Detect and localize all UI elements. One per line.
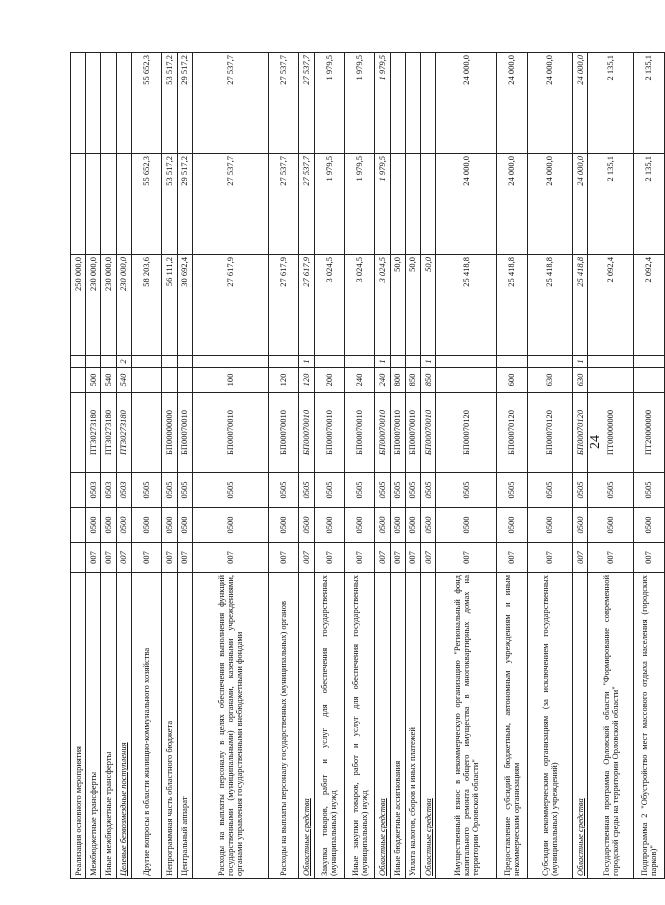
cell-sum-1: 50,0: [421, 255, 436, 356]
cell-sum-1: 25 418,8: [527, 255, 573, 356]
cell-cs: БП00070010: [405, 393, 420, 473]
row-name: Подпрограмма 2 "Обустройство мест массового отдыха населения (городских парков)": [634, 573, 664, 879]
cell-sum-2: 1 979,5: [375, 154, 390, 255]
cell-sum-1: 50,0: [390, 255, 405, 356]
cell-vid: [101, 356, 116, 368]
cell-gr: 007: [634, 543, 664, 573]
cell-vr: [634, 368, 664, 393]
cell-vr: [177, 368, 192, 393]
cell-sum-1: 50,0: [405, 255, 420, 356]
cell-gr: 007: [314, 543, 344, 573]
cell-rz: [71, 508, 86, 543]
cell-vid: [177, 356, 192, 368]
row-name: Имущественный взнос в некоммерческую организацию "Региональный фонд капитального ремонта общего имущества в многоквартирных домах на территории Орловской области": [436, 573, 497, 879]
cell-sum-3: [116, 53, 131, 154]
page-number: 24: [588, 435, 603, 449]
cell-vid: [344, 356, 374, 368]
table-row: [527, 53, 573, 879]
cell-vr: 240: [375, 368, 390, 393]
table-body: [71, 53, 665, 879]
cell-rz: 0500: [497, 508, 527, 543]
cell-pr: 0505: [299, 473, 314, 508]
cell-sum-2: 2 135,1: [588, 154, 634, 255]
cell-cs: [131, 393, 161, 473]
cell-gr: 007: [86, 543, 101, 573]
cell-cs: ПТ30273180: [86, 393, 101, 473]
cell-gr: 007: [375, 543, 390, 573]
cell-rz: 0500: [314, 508, 344, 543]
cell-sum-3: 1 979,5: [344, 53, 374, 154]
table-row: [573, 53, 588, 879]
cell-gr: 007: [162, 543, 177, 573]
cell-vr: 200: [314, 368, 344, 393]
cell-pr: 0505: [162, 473, 177, 508]
row-name: Расходы на выплаты персоналу в целях обеспечения выполнения функций государственными (муниципальными) органами, казенными учреждениями, органами управления государственными внебюджетными фондами: [192, 573, 268, 879]
cell-sum-3: [71, 53, 86, 154]
cell-sum-3: 29 517,2: [177, 53, 192, 154]
cell-sum-1: 250 000,0: [71, 255, 86, 356]
cell-sum-3: 1 979,5: [314, 53, 344, 154]
cell-pr: 0505: [573, 473, 588, 508]
cell-sum-2: 27 537,7: [192, 154, 268, 255]
cell-sum-1: 25 418,8: [573, 255, 588, 356]
cell-sum-2: 24 000,0: [527, 154, 573, 255]
cell-sum-2: [405, 154, 420, 255]
cell-gr: 007: [497, 543, 527, 573]
cell-sum-3: 24 000,0: [497, 53, 527, 154]
row-name: Субсидии некоммерческим организациям (за исключением государственных (муниципальных) учреждений): [527, 573, 573, 879]
cell-vr: 850: [421, 368, 436, 393]
cell-vid: [588, 356, 634, 368]
table-row: [86, 53, 101, 879]
table-row: [436, 53, 497, 879]
cell-gr: 007: [268, 543, 298, 573]
cell-pr: 0505: [436, 473, 497, 508]
cell-sum-1: 56 111,2: [162, 255, 177, 356]
cell-vid: 1: [299, 356, 314, 368]
cell-vid: [131, 356, 161, 368]
cell-sum-2: [421, 154, 436, 255]
table-row: [101, 53, 116, 879]
cell-vid: [192, 356, 268, 368]
cell-cs: БП00070010: [390, 393, 405, 473]
table-row: [314, 53, 344, 879]
budget-table: [70, 52, 665, 879]
cell-vid: [497, 356, 527, 368]
cell-sum-2: 27 537,7: [299, 154, 314, 255]
cell-cs: ПТ30273180: [116, 393, 131, 473]
cell-sum-2: 24 000,0: [436, 154, 497, 255]
cell-cs: БП00070010: [375, 393, 390, 473]
cell-cs: БП00070010: [192, 393, 268, 473]
row-name: Иные закупки товаров, работ и услуг для обеспечения государственных (муниципальных) нужд: [344, 573, 374, 879]
cell-pr: 0505: [192, 473, 268, 508]
cell-vid: [71, 356, 86, 368]
cell-rz: 0500: [131, 508, 161, 543]
cell-vid: [314, 356, 344, 368]
cell-rz: 0500: [344, 508, 374, 543]
cell-cs: БП00070010: [314, 393, 344, 473]
table-row: [375, 53, 390, 879]
row-name: Иные межбюджетные трансферты: [101, 573, 116, 879]
cell-rz: 0500: [86, 508, 101, 543]
cell-cs: ПТ30273180: [101, 393, 116, 473]
cell-sum-3: 1 979,5: [375, 53, 390, 154]
cell-sum-1: 230 000,0: [101, 255, 116, 356]
cell-sum-3: [390, 53, 405, 154]
row-name: Расходы на выплаты персоналу государственных (муниципальных) органов: [268, 573, 298, 879]
row-name: Государственная программа Орловской области "Формирование современной городской среды на территории Орловской области": [588, 573, 634, 879]
cell-sum-1: 25 418,8: [436, 255, 497, 356]
cell-gr: 007: [405, 543, 420, 573]
cell-rz: 0500: [101, 508, 116, 543]
cell-gr: 007: [299, 543, 314, 573]
cell-vr: 500: [86, 368, 101, 393]
cell-pr: 0505: [405, 473, 420, 508]
cell-pr: 0505: [634, 473, 664, 508]
table-row: [268, 53, 298, 879]
cell-pr: 0505: [268, 473, 298, 508]
cell-vid: 1: [421, 356, 436, 368]
cell-cs: БП00070010: [344, 393, 374, 473]
cell-sum-3: 27 537,7: [299, 53, 314, 154]
cell-cs: БП00070120: [497, 393, 527, 473]
cell-pr: 0505: [375, 473, 390, 508]
cell-vid: [86, 356, 101, 368]
cell-vr: 120: [268, 368, 298, 393]
cell-sum-1: 2 092,4: [634, 255, 664, 356]
cell-sum-3: 55 652,3: [131, 53, 161, 154]
cell-vr: [588, 368, 634, 393]
cell-rz: 0500: [177, 508, 192, 543]
row-name: Другие вопросы в области жилищно-коммунального хозяйства: [131, 573, 161, 879]
cell-gr: 007: [192, 543, 268, 573]
cell-sum-1: 25 418,8: [497, 255, 527, 356]
cell-vid: [436, 356, 497, 368]
cell-rz: 0500: [588, 508, 634, 543]
row-name: Непрограммная часть областного бюджета: [162, 573, 177, 879]
cell-sum-3: [421, 53, 436, 154]
cell-pr: 0505: [344, 473, 374, 508]
cell-sum-2: 1 979,5: [314, 154, 344, 255]
cell-rz: 0500: [162, 508, 177, 543]
row-name: Областные средства: [421, 573, 436, 879]
cell-cs: БП00070120: [436, 393, 497, 473]
cell-gr: 007: [177, 543, 192, 573]
cell-sum-3: 2 135,1: [588, 53, 634, 154]
cell-gr: 007: [573, 543, 588, 573]
cell-sum-1: 58 203,6: [131, 255, 161, 356]
cell-pr: 0503: [86, 473, 101, 508]
cell-sum-2: 24 000,0: [573, 154, 588, 255]
cell-sum-1: 27 617,9: [268, 255, 298, 356]
cell-gr: 007: [390, 543, 405, 573]
cell-rz: 0500: [268, 508, 298, 543]
row-name: Предоставление субсидий бюджетным, автономным учреждениям и иным некоммерческим организациям: [497, 573, 527, 879]
cell-sum-2: [390, 154, 405, 255]
cell-gr: 007: [421, 543, 436, 573]
cell-vr: 630: [573, 368, 588, 393]
cell-cs: ПТ20000000: [634, 393, 664, 473]
cell-cs: БП00070010: [268, 393, 298, 473]
cell-cs: ПТ00000000: [588, 393, 634, 473]
cell-sum-3: 27 537,7: [192, 53, 268, 154]
cell-cs: БП00070120: [527, 393, 573, 473]
cell-pr: 0505: [527, 473, 573, 508]
cell-vid: 2: [116, 356, 131, 368]
row-name: Закупка товаров, работ и услуг для обеспечения государственных (муниципальных) нужд: [314, 573, 344, 879]
table-row: [299, 53, 314, 879]
rotated-table-container: [70, 53, 658, 879]
cell-rz: 0500: [390, 508, 405, 543]
cell-sum-3: 24 000,0: [436, 53, 497, 154]
table-row: [131, 53, 161, 879]
cell-vr: 100: [192, 368, 268, 393]
cell-sum-1: 3 024,5: [375, 255, 390, 356]
cell-vid: [162, 356, 177, 368]
cell-gr: 007: [527, 543, 573, 573]
cell-sum-1: 230 000,0: [116, 255, 131, 356]
cell-sum-1: 3 024,5: [344, 255, 374, 356]
cell-rz: 0500: [573, 508, 588, 543]
table-row: [177, 53, 192, 879]
row-name: Реализация основного мероприятия: [71, 573, 86, 879]
cell-rz: 0500: [299, 508, 314, 543]
cell-cs: БП00070010: [299, 393, 314, 473]
cell-rz: 0500: [436, 508, 497, 543]
cell-vr: 850: [405, 368, 420, 393]
cell-rz: 0500: [527, 508, 573, 543]
cell-sum-2: [101, 154, 116, 255]
cell-rz: 0500: [116, 508, 131, 543]
cell-sum-2: 27 537,7: [268, 154, 298, 255]
cell-vid: [390, 356, 405, 368]
cell-rz: 0500: [192, 508, 268, 543]
table-row: [71, 53, 86, 879]
cell-vr: [131, 368, 161, 393]
cell-vr: 600: [497, 368, 527, 393]
cell-vid: [268, 356, 298, 368]
cell-pr: 0505: [421, 473, 436, 508]
table-row: [116, 53, 131, 879]
cell-sum-2: [71, 154, 86, 255]
table-row: [405, 53, 420, 879]
cell-sum-1: 230 000,0: [86, 255, 101, 356]
cell-rz: 0500: [634, 508, 664, 543]
cell-pr: 0505: [497, 473, 527, 508]
table-row: [634, 53, 664, 879]
cell-vr: 540: [101, 368, 116, 393]
cell-vid: [405, 356, 420, 368]
cell-sum-3: 24 000,0: [573, 53, 588, 154]
cell-vr: 540: [116, 368, 131, 393]
row-name: Межбюджетные трансферты: [86, 573, 101, 879]
cell-pr: 0503: [116, 473, 131, 508]
cell-rz: 0500: [405, 508, 420, 543]
cell-cs: БП00000000: [162, 393, 177, 473]
cell-vr: [162, 368, 177, 393]
cell-sum-1: 2 092,4: [588, 255, 634, 356]
cell-sum-1: 3 024,5: [314, 255, 344, 356]
row-name: Областные средства: [299, 573, 314, 879]
cell-cs: БП00070120: [573, 393, 588, 473]
cell-pr: 0505: [390, 473, 405, 508]
cell-gr: 007: [101, 543, 116, 573]
cell-sum-2: 29 517,2: [177, 154, 192, 255]
cell-vr: 120: [299, 368, 314, 393]
table-row: [390, 53, 405, 879]
table-row: [344, 53, 374, 879]
table-row: [588, 53, 634, 879]
cell-pr: 0505: [177, 473, 192, 508]
cell-cs: [71, 393, 86, 473]
cell-pr: 0505: [314, 473, 344, 508]
cell-sum-2: [86, 154, 101, 255]
cell-gr: [71, 543, 86, 573]
cell-rz: 0500: [421, 508, 436, 543]
cell-vr: [71, 368, 86, 393]
cell-vr: 630: [527, 368, 573, 393]
cell-sum-1: 27 617,9: [299, 255, 314, 356]
row-name: Областные средства: [375, 573, 390, 879]
cell-pr: 0503: [101, 473, 116, 508]
cell-vr: 800: [390, 368, 405, 393]
table-row: [497, 53, 527, 879]
cell-sum-2: 53 517,2: [162, 154, 177, 255]
cell-gr: 007: [588, 543, 634, 573]
cell-sum-2: 2 135,1: [634, 154, 664, 255]
row-name: Целевые безвозмездные поступления: [116, 573, 131, 879]
cell-vid: [634, 356, 664, 368]
cell-sum-2: 1 979,5: [344, 154, 374, 255]
row-name: Центральный аппарат: [177, 573, 192, 879]
cell-sum-3: [405, 53, 420, 154]
cell-pr: 0505: [588, 473, 634, 508]
row-name: Уплата налогов, сборов и иных платежей: [405, 573, 420, 879]
cell-pr: [71, 473, 86, 508]
cell-vr: [436, 368, 497, 393]
cell-sum-3: 24 000,0: [527, 53, 573, 154]
cell-sum-2: 55 652,3: [131, 154, 161, 255]
cell-pr: 0505: [131, 473, 161, 508]
cell-gr: 007: [344, 543, 374, 573]
cell-sum-3: 27 537,7: [268, 53, 298, 154]
cell-gr: 007: [436, 543, 497, 573]
cell-sum-1: 30 692,4: [177, 255, 192, 356]
cell-cs: БП00070010: [421, 393, 436, 473]
cell-vid: 1: [375, 356, 390, 368]
table-row: [162, 53, 177, 879]
cell-sum-1: 27 617,9: [192, 255, 268, 356]
cell-gr: 007: [116, 543, 131, 573]
cell-sum-3: 2 135,1: [634, 53, 664, 154]
cell-vid: 1: [573, 356, 588, 368]
cell-sum-3: [101, 53, 116, 154]
cell-sum-2: 24 000,0: [497, 154, 527, 255]
cell-vr: 240: [344, 368, 374, 393]
row-name: Иные бюджетные ассигнования: [390, 573, 405, 879]
cell-sum-3: [86, 53, 101, 154]
cell-gr: 007: [131, 543, 161, 573]
cell-sum-3: 53 517,2: [162, 53, 177, 154]
table-row: [421, 53, 436, 879]
cell-vid: [527, 356, 573, 368]
table-row: [192, 53, 268, 879]
cell-rz: 0500: [375, 508, 390, 543]
row-name: Областные средства: [573, 573, 588, 879]
cell-cs: БП00070010: [177, 393, 192, 473]
cell-sum-2: [116, 154, 131, 255]
